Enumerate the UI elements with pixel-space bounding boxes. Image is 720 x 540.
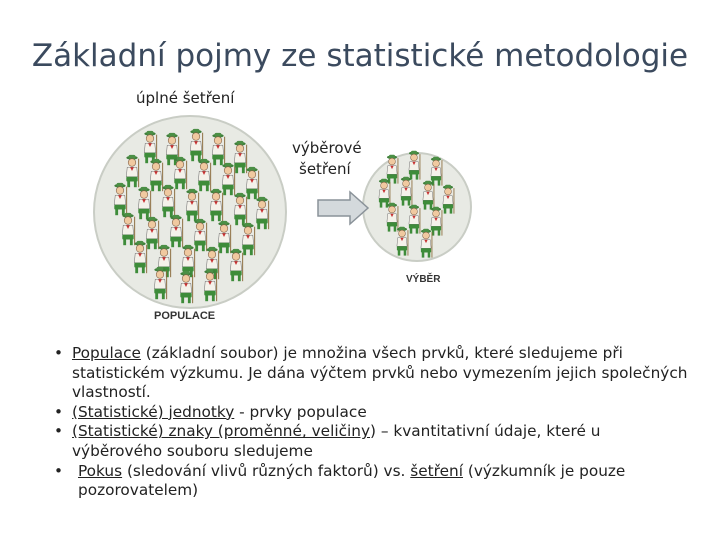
definition-text: - prvky populace (234, 402, 367, 421)
term-variables: (Statistické) znaky (proměnné, veličiny (72, 422, 371, 441)
bullet-experiment (50, 462, 690, 501)
bullet-variables (50, 422, 690, 461)
term-experiment: Pokus (78, 461, 123, 480)
bullet-units (50, 403, 690, 423)
definition-text: (základní soubor) je množina všech prvků, které sledujeme při statistickém výzkumu. Je dána výčtem prvků nebo vymezením jejich společných vlastností. (72, 344, 688, 402)
slide-title: Základní pojmy ze statistické metodologie (31, 38, 689, 74)
full-survey-label: úplné šetření (136, 89, 235, 107)
definition-text: ) – kvantitativní údaje, které u výběrového souboru sledujeme (72, 422, 601, 460)
bullet-population (50, 344, 690, 403)
population-label: POPULACE (154, 310, 216, 322)
term-units: (Statistické) jednotky (72, 402, 235, 421)
definition-text: (sledování vlivů různých faktorů) vs. (122, 461, 411, 480)
sample-label: VÝBĚR (406, 274, 441, 285)
sample-survey-label-line2: šetření (299, 160, 351, 178)
term-population: Populace (72, 344, 141, 362)
definitions-list (50, 344, 690, 501)
arrow-icon (318, 192, 368, 224)
sample-survey-label-line1: výběrové (292, 139, 362, 157)
definition-text: (výzkumník je pouze pozorovatelem) (78, 461, 626, 500)
term-survey: šetření (410, 461, 463, 480)
